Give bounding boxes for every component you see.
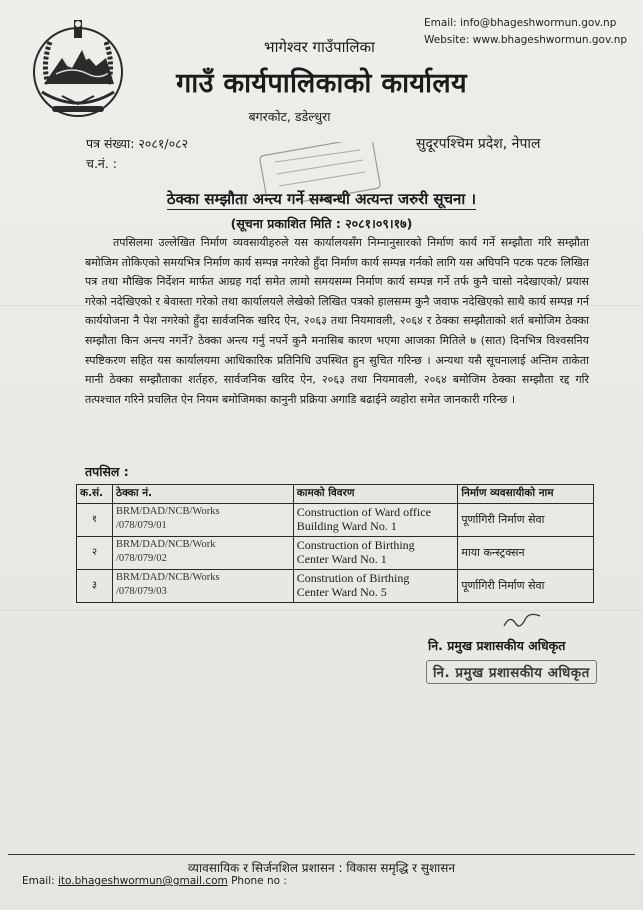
contract-no-line: BRM/DAD/NCB/Work (115, 539, 216, 550)
contract-no-line: /078/079/01 (115, 520, 167, 531)
contract-no-line: /078/079/03 (115, 586, 167, 597)
row-contract-no (112, 570, 293, 603)
table-header-row (77, 485, 594, 504)
schedule-label: तपसिल : (85, 464, 129, 479)
col-header-contractor: निर्माण व्यवसायीको नाम (458, 485, 594, 504)
paper-fold-line (0, 610, 643, 611)
header-email: Email: info@bhageshwormun.gov.np (424, 17, 617, 29)
footer-slogan: व्यावसायिक र सिर्जनशिल प्रशासन : विकास समृद्धि र सुशासन (187, 861, 456, 875)
province-name: सुदूरपश्चिम प्रदेश, नेपाल (416, 136, 541, 152)
work-line: Center Ward No. 5 (296, 585, 387, 599)
row-work-description (293, 504, 458, 537)
row-contractor: पूर्णागिरी निर्माण सेवा (458, 570, 594, 603)
office-location: बगरकोट, डडेल्धुरा (248, 109, 331, 124)
row-contractor: पूर्णागिरी निर्माण सेवा (458, 504, 594, 537)
work-line: Building Ward No. 1 (296, 519, 397, 533)
footer-phone-label: Phone no : (231, 875, 287, 887)
handwritten-signature-icon (500, 610, 544, 632)
notice-title (0, 189, 643, 209)
officer-designation-stamp: नि. प्रमुख प्रशासकीय अधिकृत (426, 660, 597, 684)
row-contract-no (112, 537, 293, 570)
col-header-sn: क.सं. (77, 485, 113, 504)
row-work-description (293, 570, 458, 603)
letter-number: पत्र संख्या: २०८१/०८२ (86, 136, 189, 151)
publish-date: (सूचना प्रकाशित मिति : २०८१।०९।१७) (230, 216, 413, 231)
office-title: गाउँ कार्यपालिकाको कार्यालय (176, 68, 467, 99)
row-sn: ३ (77, 570, 113, 603)
contract-no-line: /078/079/02 (115, 553, 167, 564)
header-website: Website: www.bhageshwormun.gov.np (424, 34, 628, 46)
officer-designation: नि. प्रमुख प्रशासकीय अधिकृत (428, 638, 566, 653)
footer-email-link[interactable]: ito.bhageshwormun@gmail.com (58, 875, 228, 887)
work-line: Center Ward No. 1 (296, 552, 387, 566)
notice-body: तपसिलमा उल्लेखित निर्माण व्यवसायीहरुले यस कार्यालयसँग निम्नानुसारको निर्माण कार्य गर्ने सम्झौता गरि सम्झौता बमोजिम तोकिएको समयभित्र निर्माण कार्य सम्पन्न नगरेको हुँदा निर्माण कार्य सम्पन्न गर्नको लागि यस अघिपनि पटक पटक लिखित पत्र तथा मौखिक निर्देशन मार्फत आग्रह गर्दा समेत लामो समयसम्म निर्माण कार्य सम्पन्न गर्ने तर्फ कुनै चासो नदेखाएको/ प्रयास गरेको नदेखिएको र बेवास्ता गरेको तथा कार्यालयले लेखेको लिखित पत्रको हालसम्म कुनै जवाफ नदेखिएको साथै कार्य सम्पन्न गर्न कार्ययोजना नै पेश नगरेको हुँदा सार्वजनिक खरिद ऐन, २०६३ तथा नियमावली, २०६४ र ठेक्का सम्झौताको शर्त बमोजिम ठेक्का सम्झौता किन अन्त्य नगर्ने? ठेक्का अन्त्य गर्नु नपर्ने कुनै मनासिब कारण भएमा आजका मितिले ७ (सात) दिनभित्र विश्वसनिय स्पष्टिकरण सहित यस कार्यालयमा आधिकारिक प्रतिनिधि उपस्थित हुन सुचित गरिन्छ । अन्यथा यसै सूचनालाई अन्तिम ताकेता मानी ठेक्का सम्झौताका शर्तहरु, सार्वजनिक खरिद ऐन, २०६३ तथा नियमावली, २०६४ बमोजिम ठेक्का सम्झौता रद्द गरि तत्पश्चात गरिने प्रचलित ऐन नियम बमोजिमका कानुनी प्रक्रिया अगाडि बढाईने व्यहोरा समेत जानकारी गरिन्छ । (85, 236, 589, 406)
contract-no-line: BRM/DAD/NCB/Works (115, 572, 220, 583)
footer-email-label: Email: (22, 875, 55, 887)
municipality-name: भागेश्वर गाउँपालिका (264, 38, 375, 56)
contracts-table (76, 484, 594, 603)
work-line: Constrution of Birthing (296, 571, 410, 585)
row-sn: १ (77, 504, 113, 537)
work-line: Construction of Birthing (296, 538, 415, 552)
row-contract-no (112, 504, 293, 537)
footer-contact (22, 875, 287, 887)
table-row (77, 537, 594, 570)
row-contractor: माया कन्स्ट्रक्सन (458, 537, 594, 570)
row-sn: २ (77, 537, 113, 570)
contract-no-line: BRM/DAD/NCB/Works (115, 506, 220, 517)
row-work-description (293, 537, 458, 570)
col-header-contract-no: ठेक्का नं. (112, 485, 293, 504)
table-row (77, 570, 594, 603)
footer-divider (8, 854, 635, 855)
table-row (77, 504, 594, 537)
col-header-work-description: कामको विवरण (293, 485, 458, 504)
notice-title-text: ठेक्का सम्झौता अन्त्य गर्ने सम्बन्धी अत्यन्त जरुरी सूचना । (166, 190, 477, 208)
dispatch-number: च.नं. : (86, 156, 118, 171)
work-line: Construction of Ward office (296, 505, 431, 519)
